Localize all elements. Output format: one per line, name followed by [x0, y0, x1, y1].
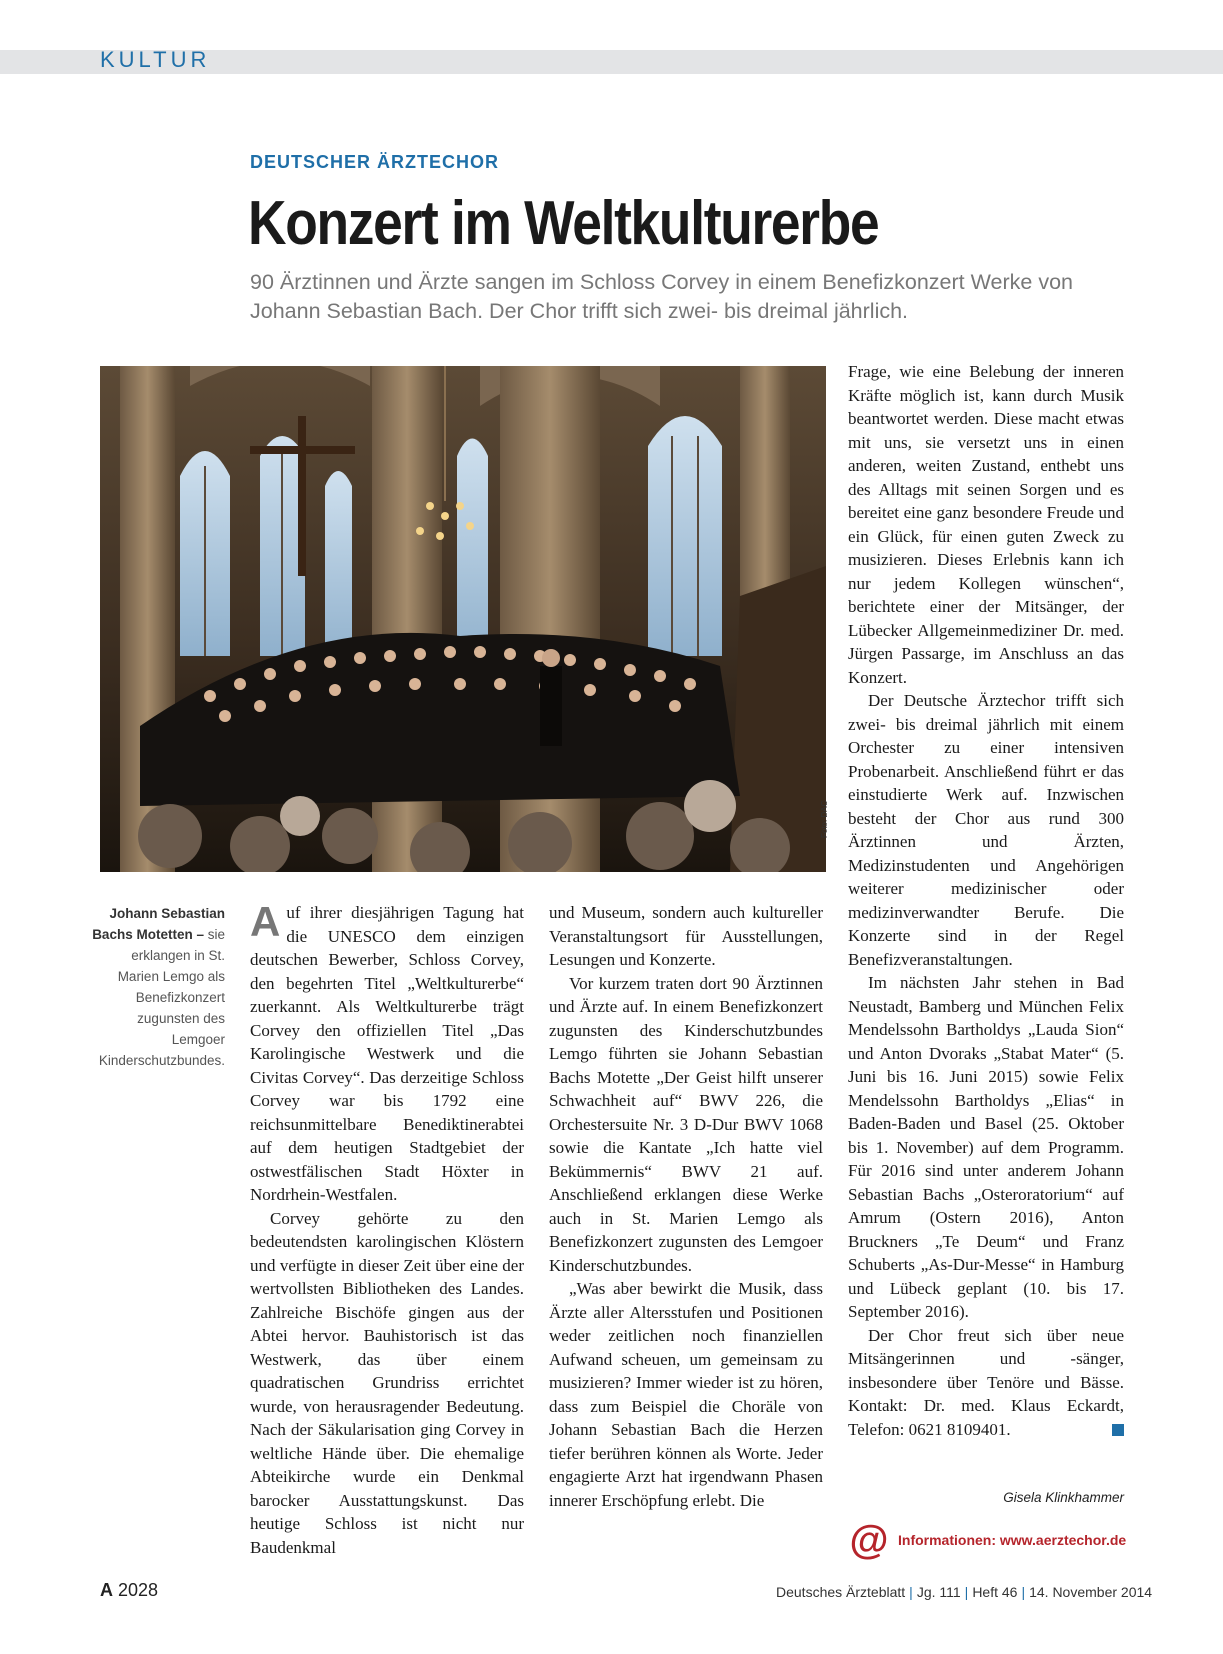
paragraph: Der Deutsche Ärztechor trifft sich zwei- bis dreimal jährlich mit einem Orchester zu einer intensiven Probenarbeit. Anschließend führt er das einstudierte Werk auf. Inzwischen besteht der Chor aus rund 300 Ärztinnen und Ärzten, Medizinstudenten und Angehörigen weiterer medizinischer oder medizinverwandter Berufe. Die Konzerte sind in der Regel Benefizveranstaltungen. [848, 691, 1124, 969]
info-link[interactable] [848, 1518, 1126, 1562]
article-lead: 90 Ärztinnen und Ärzte sangen im Schloss Corvey in einem Benefizkonzert Werke von Johann Sebastian Bach. Der Chor trifft sich zwei- bis dreimal jährlich. [250, 270, 1073, 323]
author: Gisela Klinkhammer [1003, 1490, 1124, 1505]
journal-info [776, 1584, 1153, 1600]
paragraph: Der Chor freut sich über neue Mitsängerinnen und -sänger, insbesondere über Tenöre und Bässe. Kontakt: Dr. med. Klaus Eckardt, Telefon: 0621 8109401. [848, 1325, 1124, 1439]
svg-text:@: @ [849, 1519, 889, 1561]
journal-issue: Heft 46 [972, 1584, 1018, 1600]
paragraph: Im nächsten Jahr stehen in Bad Neustadt, Bamberg und München Felix Mendelssohn Bartholdys „Lauda Sion“ und Anton Dvoraks „Stabat Mater“ (5. Juni bis 16. Juni 2015) sowie Felix Mendelssohn Bartholdys „Elias“ in Baden-Baden und Basel (25. Oktober bis 1. November) auf dem Programm. Für 2016 sind unter anderem Johann Sebastian Bachs „Osteroratorium“ auf Amrum (Ostern 2016), Anton Bruckners „Te Deum“ und Franz Schuberts „As-Dur-Messe“ in Hamburg und Lübeck geplant (10. bis 17. September 2016). [848, 973, 1124, 1321]
at-sign-icon [848, 1519, 890, 1561]
divider: | [964, 1584, 969, 1600]
concert-photo [100, 366, 826, 872]
photo-caption [90, 903, 225, 1071]
caption-text: sie erklangen in St. Marien Lemgo als Benefizkonzert zugunsten des Lemgoer Kinderschutzbundes. [98, 927, 225, 1068]
section-label: KULTUR [100, 47, 211, 72]
info-text: Informationen: www.aerztechor.de [898, 1532, 1127, 1548]
text-column-1 [250, 901, 524, 1561]
paragraph: Frage, wie eine Belebung der inneren Kräfte möglich ist, kann durch Musik beantwortet werden. Diese macht etwas mit uns, sie versetzt uns in einen anderen, weiten Zustand, enthebt uns des Alltags mit seinen Sorgen und es bereitet eine ganz besondere Freude und ein Glück, für einen guten Zweck zu musizieren. Dieses Erlebnis kann ich nur jedem Kollegen wünschen“, berichtete einer der Mitsänger, der Lübecker Allgemeinmediziner Dr. med. Jürgen Passarge, im Anschluss an das Konzert. [848, 362, 1124, 687]
article-kicker: DEUTSCHER ÄRZTECHOR [250, 152, 500, 172]
journal-volume: Jg. 111 [916, 1584, 961, 1600]
paragraph: Vor kurzem traten dort 90 Ärztinnen und Ärzte auf. In einem Benefizkonzert zugunsten des Kinderschutzbundes Lemgo führten sie Johann Sebastian Bachs Motette „Der Geist hilft unserer Schwachheit auf“ BWV 226, die Orchestersuite Nr. 3 D-Dur BWV 1068 sowie die Kantate „Ich hatte viel Bekümmernis“ BWV 21 auf. Anschließend erklangen diese Werke auch in St. Marien Lemgo als Benefizkonzert zugunsten des Lemgoer Kinderschutzbundes. [549, 973, 823, 1275]
article-title: Konzert im Weltkulturerbe [248, 189, 879, 258]
text-column-2 [549, 901, 823, 1561]
caption-title: Johann Sebastian Bachs Motetten – [92, 906, 225, 942]
photo-credit: Foto: DAC [820, 800, 829, 838]
divider: | [909, 1584, 913, 1600]
drop-cap: A [250, 901, 281, 945]
journal-date: 14. November 2014 [1029, 1584, 1153, 1600]
journal-name: Deutsches Ärzteblatt [776, 1584, 906, 1600]
divider: | [1021, 1584, 1026, 1600]
page-number: A 2028 [100, 1580, 159, 1600]
paragraph: „Was aber bewirkt die Musik, dass Ärzte aller Altersstufen und Positionen weder zeitlichen noch finanziellen Aufwand scheuen, um gemeinsam zu musizieren? Immer wieder ist zu hören, dass zum Beispiel die Choräle von Johann Sebastian Bach die Herzen tiefer berühren können als Worte. Jeder engagierte Arzt hat irgendwann Phasen innerer Erschöpfung erlebt. Die [549, 1279, 823, 1510]
paragraph: Corvey gehörte zu den bedeutendsten karolingischen Klöstern und verfügte in dieser Zeit über eine der wertvollsten Bibliotheken des Landes. Zahlreiche Bischöfe gingen aus der Abtei hervor. Bauhistorisch ist das Westwerk, das über einem quadratischen Grundriss errichtet wurde, von herausragender Bedeutung. Nach der Säkularisation ging Corvey in weltliche Hände über. Die ehemalige Abteikirche wurde ein Denkmal barocker Ausstattungskunst. Das heutige Schloss ist nicht nur Baudenkmal [250, 1208, 524, 1557]
end-square-icon [1112, 1424, 1124, 1436]
paragraph: Auf ihrer diesjährigen Tagung hat die UNESCO dem einzigen deutschen Bewerber, Schloss Corvey, den begehrten Titel „Weltkulturerbe“ zuerkannt. Als Weltkulturerbe trägt Corvey den offiziellen Titel „Das Karolingische Westwerk und die Civitas Corvey“. Das derzeitige Schloss Corvey war bis 1792 eine reichsunmittelbare Benediktinerabtei auf dem heutigen Stadtgebiet der ostwestfälischen Stadt Höxter in Nordrhein-Westfalen. [250, 901, 524, 1204]
paragraph: und Museum, sondern auch kultureller Veranstaltungsort für Ausstellungen, Lesungen und Konzerte. [549, 903, 823, 969]
text-column-3 [848, 360, 1124, 1472]
